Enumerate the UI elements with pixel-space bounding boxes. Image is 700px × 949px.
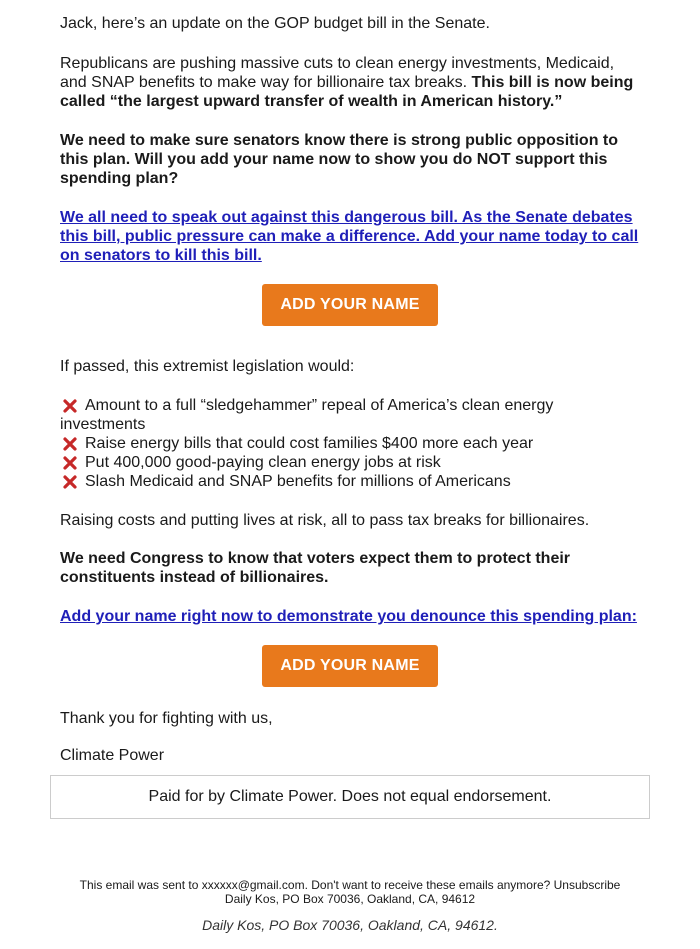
list-item: [60, 453, 560, 472]
greeting-text: Jack, here’s an update on the GOP budget bill in the Senate.: [60, 15, 490, 32]
list-item: [60, 396, 560, 434]
petition-link-bottom[interactable]: Add your name right now to demonstrate you denounce this spending plan:: [60, 608, 637, 625]
x-mark-icon: [62, 398, 78, 414]
thanks-text: Thank you for fighting with us,: [60, 710, 273, 727]
paid-for-disclaimer: Paid for by Climate Power. Does not equal endorsement.: [50, 775, 650, 819]
petition-link-paragraph-bottom: [60, 607, 660, 626]
list-item-text: Amount to a full “sledgehammer” repeal of America’s clean energy investments: [60, 397, 554, 433]
add-your-name-button-top[interactable]: ADD YOUR NAME: [262, 284, 438, 326]
intro-paragraph-bold: This bill is now being called “the largest upward transfer of wealth in American history.”: [60, 74, 634, 110]
list-item-text: Put 400,000 good-paying clean energy jobs at risk: [85, 454, 441, 471]
list-item-text: Slash Medicaid and SNAP benefits for millions of Americans: [85, 473, 511, 490]
x-mark-icon: [62, 436, 78, 452]
costs-paragraph: Raising costs and putting lives at risk, all to pass tax breaks for billionaires.: [60, 512, 590, 529]
signature-text: Climate Power: [60, 747, 165, 764]
email-footer: [0, 878, 700, 906]
list-item-text: Raise energy bills that could cost families $400 more each year: [85, 435, 534, 452]
unsubscribe-link[interactable]: Unsubscribe: [553, 878, 621, 892]
consequences-list: [60, 396, 560, 491]
congress-paragraph: We need Congress to know that voters expect them to protect their constituents instead of billionaires.: [60, 550, 571, 586]
footer-sent-to: This email was sent to xxxxxx@gmail.com. Don't want to receive these emails anymore?: [79, 878, 554, 892]
footer-sent-line: [0, 878, 700, 892]
list-intro-text: If passed, this extremist legislation would:: [60, 358, 355, 375]
add-your-name-button-bottom[interactable]: ADD YOUR NAME: [262, 645, 438, 687]
footer-address-small: Daily Kos, PO Box 70036, Oakland, CA, 94612: [224, 892, 476, 906]
list-item: [60, 434, 560, 453]
footer-address-italic: Daily Kos, PO Box 70036, Oakland, CA, 94612.: [202, 917, 498, 933]
petition-link-top[interactable]: We all need to speak out against this dangerous bill. As the Senate debates this bill, public pressure can make a difference. Add your name today to call on senators to kill this bill.: [60, 209, 639, 264]
x-mark-icon: [62, 474, 78, 490]
opposition-paragraph: We need to make sure senators know there is strong public opposition to this plan. Will you add your name now to show you do NOT support this spending plan?: [60, 132, 619, 187]
petition-link-paragraph: [60, 208, 645, 265]
list-item: [60, 472, 560, 491]
intro-paragraph-text: Republicans are pushing massive cuts to clean energy investments, Medicaid, and SNAP benefits to make way for billionaire tax breaks.: [60, 55, 615, 91]
intro-paragraph: [60, 54, 645, 111]
x-mark-icon: [62, 455, 78, 471]
